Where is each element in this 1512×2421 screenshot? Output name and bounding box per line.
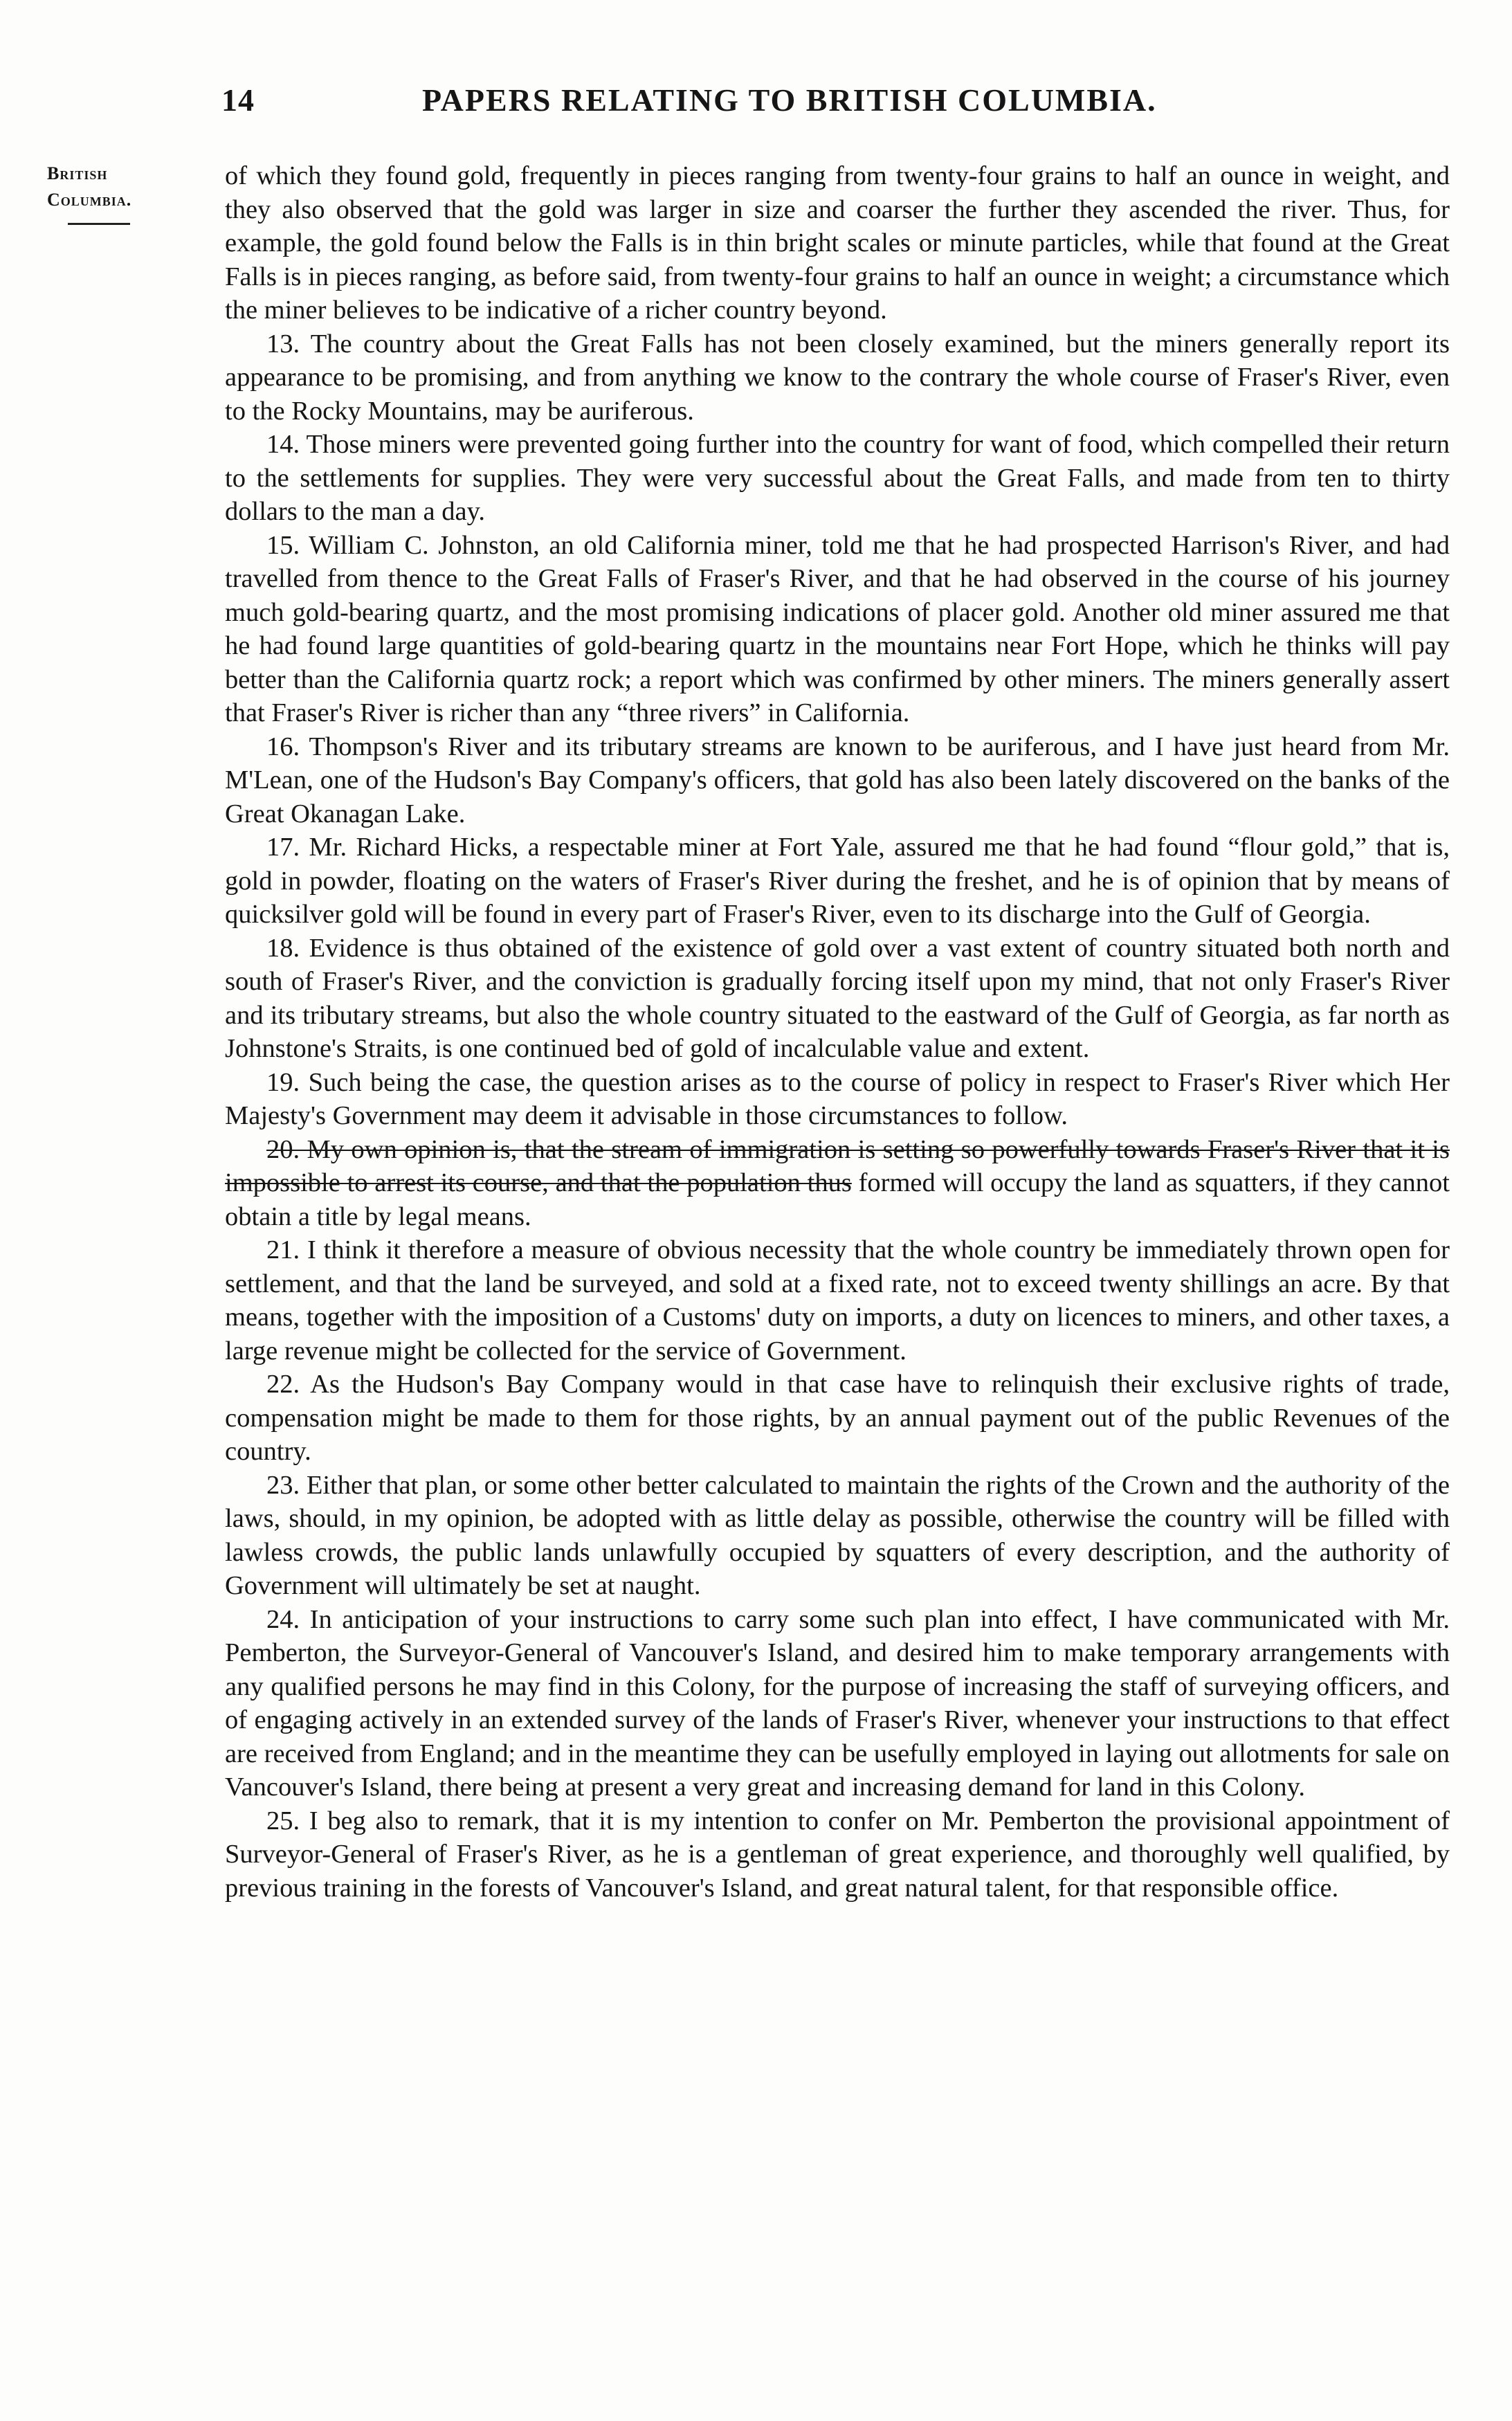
marginal-note (47, 161, 192, 225)
paragraph-25: 25. I beg also to remark, that it is my intention to confer on Mr. Pemberton the provisional appointment of Surveyor-General of Fraser's River, as he is a gentleman of great experience, and thoroughly well qualified, by previous training in the forests of Vancouver's Island, and great natural talent, for that responsible office. (225, 1806, 1450, 1903)
paragraph-20 (225, 1133, 1450, 1234)
paragraph-18: 18. Evidence is thus obtained of the existence of gold over a vast extent of country situated both north and south of Fraser's River, and the conviction is gradually forcing itself upon my mind, that not only Fraser's River and its tributary streams, but also the whole country situated to the eastward of the Gulf of Georgia, as far north as Johnstone's Straits, is one continued bed of gold of incalculable value and extent. (225, 933, 1450, 1063)
marginal-note-line: British (47, 163, 108, 183)
marginal-note-line: Columbia. (47, 190, 132, 210)
page-header (221, 82, 1315, 123)
paragraph-16: 16. Thompson's River and its tributary streams are known to be auriferous, and I have just heard from Mr. M'Lean, one of the Hudson's Bay Company's officers, that gold has also been lately discovered on the banks of the Great Okanagan Lake. (225, 732, 1450, 828)
marginal-rule (68, 223, 130, 225)
paragraph-17: 17. Mr. Richard Hicks, a respectable miner at Fort Yale, assured me that he had found “flour gold,” that is, gold in powder, floating on the waters of Fraser's River during the freshet, and he is of opinion that by means of quicksilver gold will be found in every part of Fraser's River, even to its discharge into the Gulf of Georgia. (225, 833, 1450, 929)
paragraph-24: 24. In anticipation of your instructions to carry some such plan into effect, I have communicated with Mr. Pemberton, the Surveyor-General of Vancouver's Island, and desired him to make temporary arrangements with any qualified persons he may find in this Colony, for the purpose of increasing the staff of surveying officers, and of engaging actively in an extended survey of the lands of Fraser's River, whenever your instructions to that effect are received from England; and in the meantime they can be usefully employed in laying out allotments for sale on Vancouver's Island, there being at present a very great and increasing demand for land in this Colony. (225, 1604, 1450, 1802)
paragraph-21: 21. I think it therefore a measure of obvious necessity that the whole country be immediately thrown open for settlement, and that the land be surveyed, and sold at a fixed rate, not to exceed twenty shillings an acre. By that means, together with the imposition of a Customs' duty on imports, a duty on licences to miners, and other taxes, a large revenue might be collected for the service of Government. (225, 1235, 1450, 1366)
paragraph-19: 19. Such being the case, the question arises as to the course of policy in respect to Fraser's River which Her Majesty's Government may deem it advisable in those circumstances to follow. (225, 1067, 1450, 1130)
paragraph-22: 22. As the Hudson's Bay Company would in that case have to relinquish their exclusive rights of trade, compensation might be made to them for those rights, by an annual payment out of the public Revenues of the country. (225, 1370, 1450, 1466)
body-text (225, 159, 1450, 1905)
paragraph-continued: of which they found gold, frequently in pieces ranging from twenty-four grains to half an ounce in weight, and they also observed that the gold was larger in size and coarser the further they ascended the river. Thus, for example, the gold found below the Falls is in thin bright scales or minute particles, while that found at the Great Falls is in pieces ranging, as before said, from twenty-four grains to half an ounce in weight; a circumstance which the miner believes to be indicative of a richer country beyond. (225, 161, 1450, 325)
struck-text: 20. My own opinion is, that the stream of immigration is setting so powerfully towards Fraser's River that it is impossible to arrest its course, and that the population thus (225, 1134, 1450, 1197)
page-number: 14 (221, 82, 255, 118)
paragraph-14: 14. Those miners were prevented going further into the country for want of food, which compelled their return to the settlements for supplies. They were very successful about the Great Falls, and made from ten to thirty dollars to the man a day. (225, 430, 1450, 526)
paragraph-13: 13. The country about the Great Falls has not been closely examined, but the miners generally report its appearance to be promising, and from anything we know to the contrary the whole course of Fraser's River, even to the Rocky Mountains, may be auriferous. (225, 329, 1450, 426)
paragraph-20-rest: formed will occupy the land as squatters, if they cannot obtain a title by legal means. (225, 1168, 1450, 1231)
running-title: PAPERS RELATING TO BRITISH COLUMBIA. (422, 82, 1157, 118)
paragraph-23: 23. Either that plan, or some other better calculated to maintain the rights of the Crown and the authority of the laws, should, in my opinion, be adopted with as little delay as possible, otherwise the country will be filled with lawless crowds, the public lands unlawfully occupied by squatters of every description, and the authority of Government will ultimately be set at naught. (225, 1470, 1450, 1600)
paragraph-15: 15. William C. Johnston, an old California miner, told me that he had prospected Harrison's River, and had travelled from thence to the Great Falls of Fraser's River, and that he had observed in the course of his journey much gold-bearing quartz, and the most promising indications of placer gold. Another old miner assured me that he had found large quantities of gold-bearing quartz in the mountains near Fort Hope, which he thinks will pay better than the California quartz rock; a report which was confirmed by other miners. The miners generally assert that Fraser's River is richer than any “three rivers” in California. (225, 530, 1450, 727)
